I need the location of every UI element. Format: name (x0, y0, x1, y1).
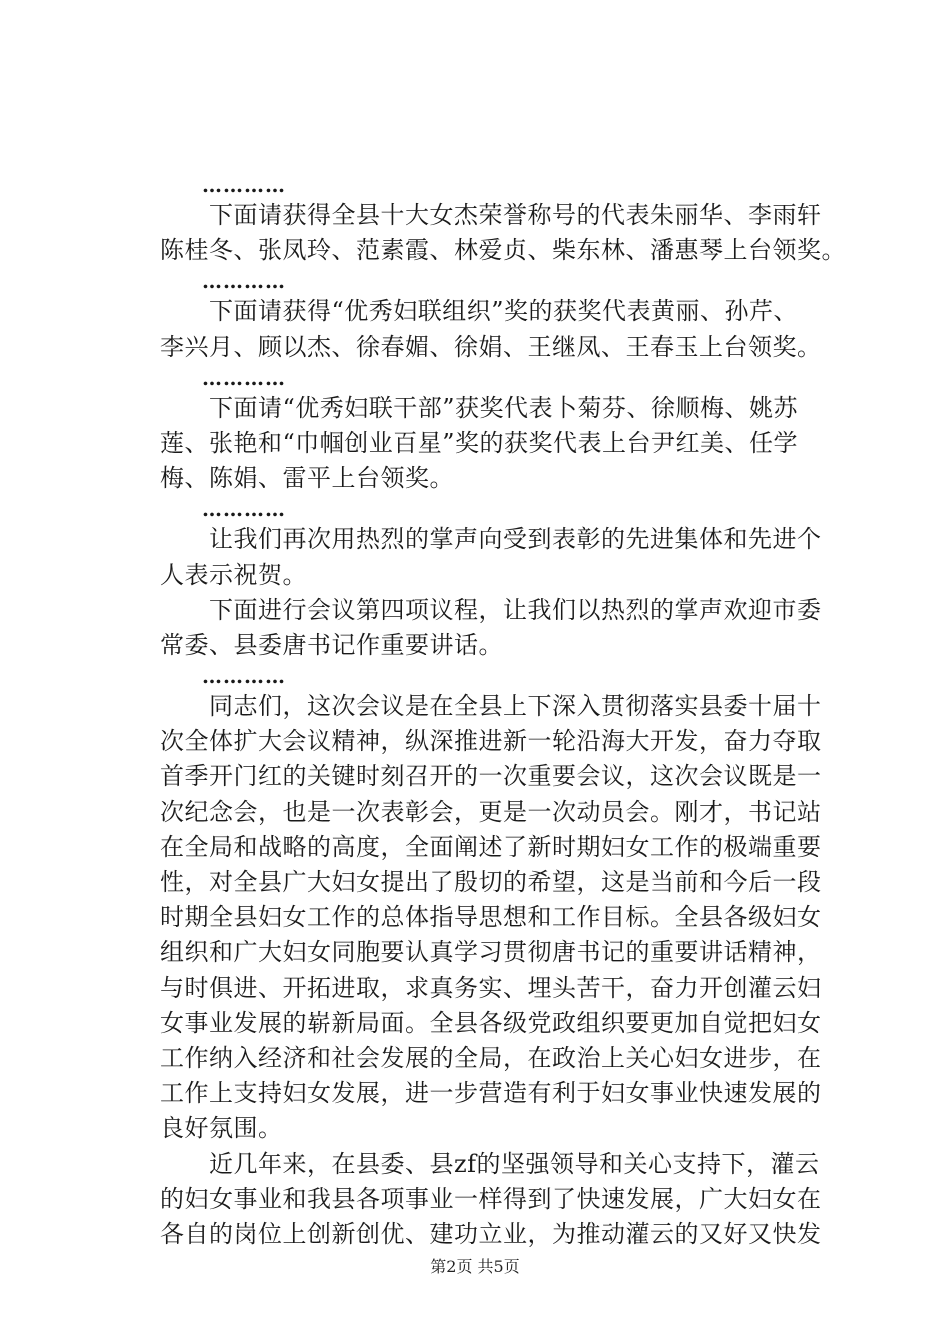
text-line: 莲、张艳和“巾帼创业百星”奖的获奖代表上台尹红美、任学 (160, 428, 799, 457)
text-line: 下面进行会议第四项议程，让我们以热烈的掌声欢迎市委 (160, 595, 822, 624)
text-line: 近几年来，在县委、县zf的坚强领导和关心支持下，灌云 (160, 1149, 820, 1178)
page-number-label: 第2页 共5页 (430, 1257, 520, 1276)
document-body (160, 172, 846, 1252)
text-line: 时期全县妇女工作的总体指导思想和工作目标。全县各级妇女 (160, 903, 822, 932)
text-line: 在全局和战略的高度，全面阐述了新时期妇女工作的极端重要 (160, 832, 822, 861)
text-line: 让我们再次用热烈的掌声向受到表彰的先进集体和先进个 (160, 525, 822, 554)
ellipsis-separator: ………… (160, 365, 286, 390)
text-line: 下面请获得全县十大女杰荣誉称号的代表朱丽华、李雨轩 (160, 201, 822, 229)
text-line: 李兴月、顾以杰、徐春媚、徐娟、王继凤、王春玉上台领奖。 (160, 332, 822, 361)
ellipsis-separator: ………… (160, 269, 286, 294)
page-footer (0, 1254, 950, 1277)
text-line: 同志们，这次会议是在全县上下深入贯彻落实县委十届十 (160, 692, 822, 721)
text-line: 良好氛围。 (160, 1114, 283, 1143)
text-line: 与时俱进、开拓进取，求真务实、埋头苦干，奋力开创灌云妇 (160, 973, 822, 1002)
text-line: 性，对全县广大妇女提出了殷切的希望，这是当前和今后一段 (160, 868, 822, 896)
ellipsis-separator: ………… (160, 173, 286, 197)
text-line: 工作上支持妇女发展，进一步营造有利于妇女事业快速发展的 (160, 1079, 822, 1108)
text-line: 次纪念会，也是一次表彰会，更是一次动员会。刚才，书记站 (160, 797, 822, 826)
text-line: 人表示祝贺。 (160, 560, 307, 589)
text-line: 首季开门红的关键时刻召开的一次重要会议，这次会议既是一 (160, 762, 822, 791)
text-line: 女事业发展的崭新局面。全县各级党政组织要更加自觉把妇女 (160, 1008, 822, 1037)
text-line: 常委、县委唐书记作重要讲话。 (160, 630, 503, 659)
text-line: 的妇女事业和我县各项事业一样得到了快速发展，广大妇女在 (160, 1184, 822, 1213)
text-line: 各自的岗位上创新创优、建功立业，为推动灌云的又好又快发 (160, 1219, 822, 1248)
text-line: 陈桂冬、张凤玲、范素霞、林爱贞、柴东林、潘惠琴上台领奖。 (160, 236, 846, 265)
ellipsis-separator: ………… (160, 664, 286, 689)
text-line: 工作纳入经济和社会发展的全局，在政治上关心妇女进步，在 (160, 1043, 822, 1072)
ellipsis-separator: ………… (160, 497, 286, 522)
text-line: 下面请获得“优秀妇联组织”奖的获奖代表黄丽、孙芹、 (160, 297, 799, 326)
text-line: 组织和广大妇女同胞要认真学习贯彻唐书记的重要讲话精神， (160, 938, 822, 967)
text-line: 下面请“优秀妇联干部”获奖代表卜菊芬、徐顺梅、姚苏 (160, 393, 799, 422)
text-line: 梅、陈娟、雷平上台领奖。 (160, 464, 454, 493)
text-line: 次全体扩大会议精神，纵深推进新一轮沿海大开发，奋力夺取 (160, 727, 822, 756)
